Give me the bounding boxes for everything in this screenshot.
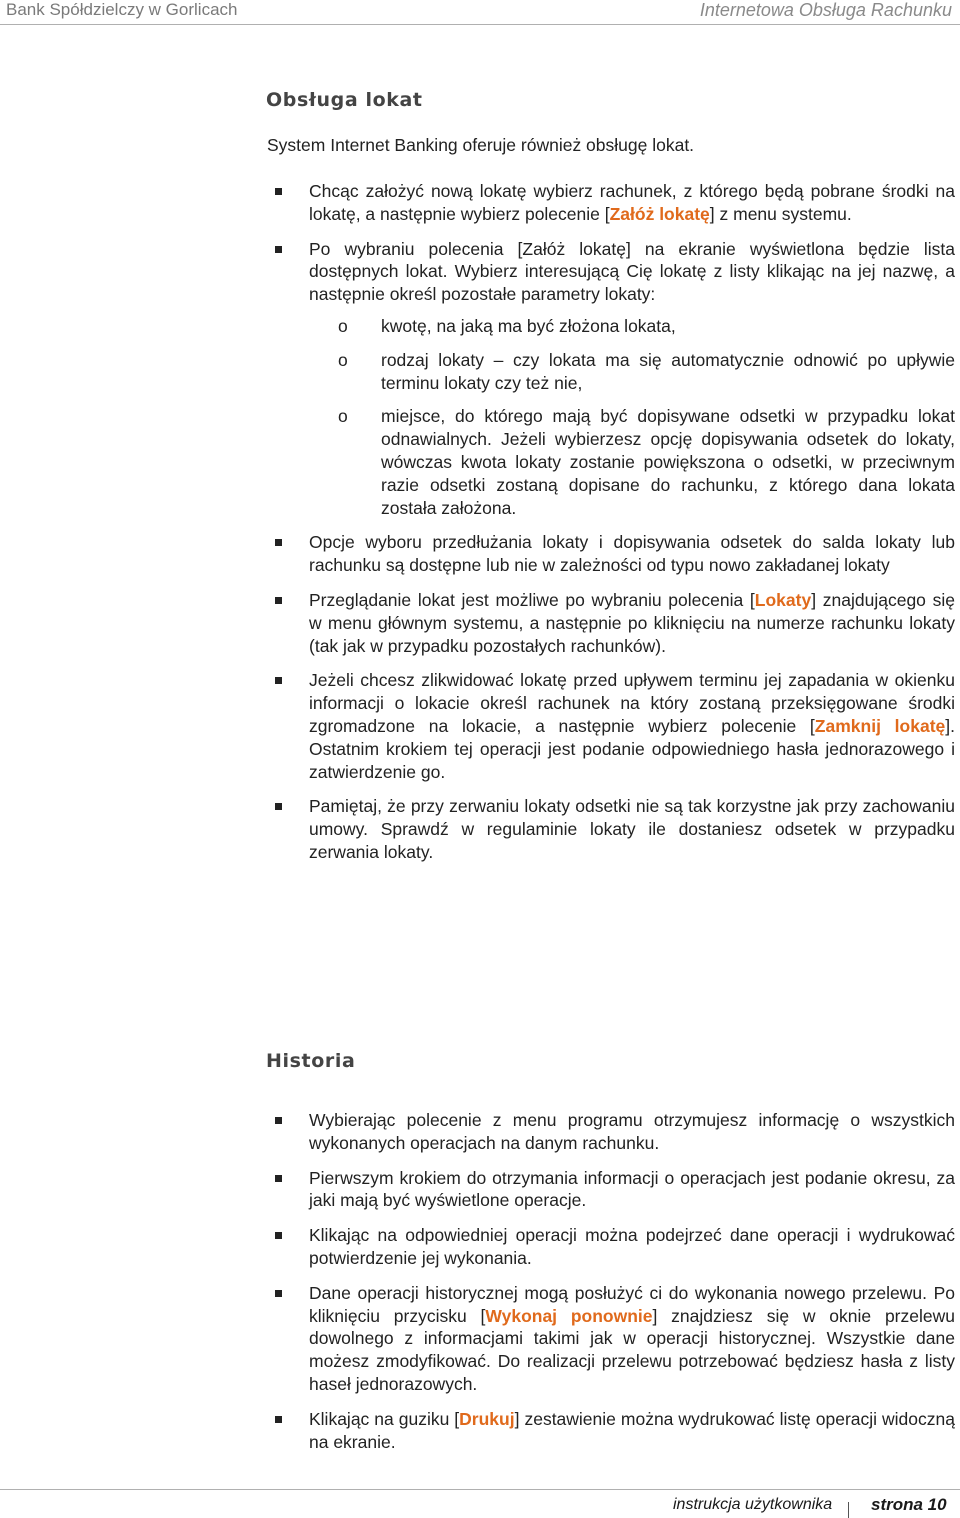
list-item: Po wybraniu polecenia [Załóż lokatę] na ekranie wyświetlona będzie lista dostępnych lokat. Wybierz interesującą Cię lokatę z listy klikając na jej nazwę, a następnie określ pozostałe parametry lokaty: o kwotę, na jaką ma być złożona lokata, o rodzaj lokaty – czy lokata ma się automatycznie odnowić po upływie terminu lokaty czy też nie, o miejsce, do którego mają być dopisywane odsetki w przypadku lokat odnawialnych. Jeżeli wybierzesz opcję dopisywania odsetek do lokaty, wówczas kwota lokaty zostanie powiększona o odsetki, w przeciwnym razie odsetki zostaną dopisane do rachunku, z którego dana lokata została założona. — [268, 238, 955, 520]
list-item: Opcje wyboru przedłużania lokaty i dopisywania odsetek do salda lokaty lub rachunku są dostępne lub nie w zależności od typu nowo zakładanej lokaty — [268, 531, 955, 577]
square-bullet-icon — [275, 1117, 282, 1124]
square-bullet-icon — [275, 188, 282, 195]
command-highlight: Drukuj — [459, 1408, 515, 1429]
square-bullet-icon — [275, 803, 282, 810]
list-item: Pamiętaj, że przy zerwaniu lokaty odsetki nie są tak korzystne jak przy zachowaniu umowy. Sprawdź w regulaminie lokaty ile dostaniesz odsetek w przypadku zerwania lokaty. — [268, 795, 955, 863]
square-bullet-icon — [275, 1416, 282, 1423]
command-highlight: Załóż lokatę — [609, 203, 710, 224]
section-title-historia: Historia — [266, 1050, 356, 1072]
page-footer — [0, 1489, 960, 1517]
square-bullet-icon — [275, 246, 282, 253]
page-number: strona 10 — [871, 1495, 947, 1514]
sublist-item: o miejsce, do którego mają być dopisywane odsetki w przypadku lokat odnawialnych. Jeżeli wybierzesz opcję dopisywania odsetek do lokaty, wówczas kwota lokaty zostanie powiększona o odsetki, w przeciwnym razie odsetki zostaną dopisane do rachunku, z którego dana lokata została założona. — [338, 406, 955, 518]
list-item: Wybierając polecenie z menu programu otrzymujesz informację o wszystkich wykonanych operacjach na danym rachunku. — [268, 1109, 955, 1155]
square-bullet-icon — [275, 597, 282, 604]
historia-list — [268, 1109, 955, 1465]
sublist-item: o kwotę, na jaką ma być złożona lokata, — [338, 315, 676, 336]
section-intro: System Internet Banking oferuje również obsługę lokat. — [267, 135, 695, 155]
list-item: Jeżeli chcesz zlikwidować lokatę przed upływem terminu jej zapadania w okienku informacji o lokacie określ rachunek na który zostaną przeksięgowane środki zgromadzone na lokacie, a następnie wybierz polecenie [Zamknij lokatę]. Ostatnim krokiem tej operacji jest podanie odpowiedniego hasła jednorazowego i zatwierdzenie go. — [268, 669, 955, 783]
lokaty-list — [268, 180, 955, 876]
list-item: Klikając na guziku [Drukuj] zestawienie można wydrukować listę operacji widoczną na ekranie. — [268, 1408, 955, 1454]
page-header — [0, 0, 960, 25]
parameter-sublist — [309, 315, 955, 519]
square-bullet-icon — [275, 1175, 282, 1182]
square-bullet-icon — [275, 1232, 282, 1239]
section-title-lokaty: Obsługa lokat — [266, 89, 423, 111]
list-item: Dane operacji historycznej mogą posłużyć ci do wykonania nowego przelewu. Po kliknięciu przycisku [Wykonaj ponownie] znajdziesz się w oknie przelewu dowolnego z informacjami takimi jak w operacji historycznej. Wszystkie dane możesz zmodyfikować. Do realizacji przelewu potrzebować będziesz hasła z listy haseł jednorazowych. — [268, 1282, 955, 1396]
circle-bullet-icon: o — [338, 315, 348, 336]
circle-bullet-icon: o — [338, 349, 348, 370]
list-item: Chcąc założyć nową lokatę wybierz rachunek, z którego będą pobrane środki na lokatę, a następnie wybierz polecenie [Załóż lokatę] z menu systemu. — [268, 180, 955, 226]
square-bullet-icon — [275, 1290, 282, 1297]
square-bullet-icon — [275, 539, 282, 546]
list-item: Pierwszym krokiem do otrzymania informacji o operacjach jest podanie okresu, za jaki mają być wyświetlone operacje. — [268, 1167, 955, 1213]
sublist-item: o rodzaj lokaty – czy lokata ma się automatycznie odnowić po upływie terminu lokaty czy też nie, — [338, 349, 955, 393]
command-highlight: Lokaty — [754, 589, 812, 610]
command-highlight: Wykonaj ponownie — [485, 1305, 653, 1326]
square-bullet-icon — [275, 677, 282, 684]
list-item: Przeglądanie lokat jest możliwe po wybraniu polecenia [Lokaty] znajdującego się w menu głównym systemu, a następnie po kliknięciu na numerze rachunku lokaty (tak jak w przypadku pozostałych rachunków). — [268, 589, 955, 657]
service-title: Internetowa Obsługa Rachunku — [699, 0, 952, 20]
command-highlight: Zamknij lokatę — [814, 715, 946, 736]
list-item: Klikając na odpowiedniej operacji można podejrzeć dane operacji i wydrukować potwierdzenie jej wykonania. — [268, 1224, 955, 1270]
bank-name: Bank Spółdzielczy w Gorlicach — [6, 0, 238, 19]
circle-bullet-icon: o — [338, 406, 348, 427]
footer-manual-label: instrukcja użytkownika — [673, 1496, 833, 1513]
